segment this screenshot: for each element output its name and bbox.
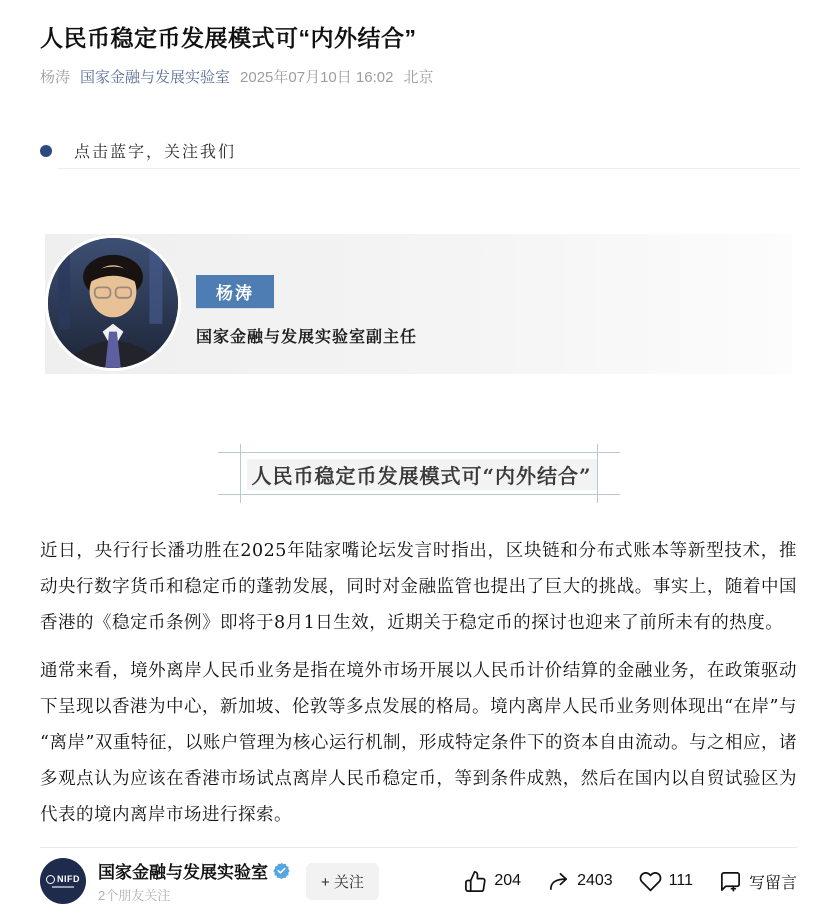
account-info — [98, 858, 290, 904]
follow-button[interactable]: + 关注 — [306, 863, 379, 900]
section-title: 人民币稳定币发展模式可“内外结合” — [251, 464, 592, 488]
account-name-link[interactable]: 国家金融与发展实验室 — [98, 863, 268, 882]
article-meta — [40, 66, 797, 87]
meta-datetime: 2025年07月10日 16:02 — [240, 69, 394, 86]
share-count: 2403 — [577, 872, 613, 889]
heart-count: 111 — [668, 872, 693, 889]
account-logo[interactable] — [40, 858, 86, 904]
meta-location: 北京 — [403, 69, 434, 86]
followers-note: 2个朋友关注 — [98, 888, 171, 903]
body-paragraph-2: 通常来看，境外离岸人民币业务是指在境外市场开展以人民币计价结算的金融业务，在政策驱动下呈现以香港为中心，新加坡、伦敦等多点发展的格局。境内离岸人民币业务则体现出“在岸”与“离岸”双重特征，以账户管理为核心运行机制，形成特定条件下的资本自由流动。与之相应，诸多观点认为应该在香港市场试点离岸人民币稳定币，等到条件成熟，然后在国内以自贸试验区为代表的境内离岸市场进行探索。 — [40, 661, 797, 825]
section-tick-right — [597, 444, 598, 503]
body-paragraph-1: 近日，央行行长潘功胜在2025年陆家嘴论坛发言时指出，区块链和分布式账本等新型技术，推动央行数字货币和稳定币的蓬勃发展，同时对金融监管也提出了巨大的挑战。事实上，随着中国香港的《稳定币条例》即将于8月1日生效，近期关于稳定币的探讨也迎来了前所未有的热度。 — [40, 541, 797, 633]
share-arrow-icon — [547, 870, 570, 893]
footer-actions — [464, 870, 797, 893]
bullet-dot-icon — [40, 145, 52, 157]
logo-ring-icon — [46, 875, 55, 884]
share-button[interactable] — [547, 870, 613, 893]
like-button[interactable] — [464, 870, 521, 893]
article-page — [0, 22, 837, 914]
comment-button[interactable] — [719, 870, 797, 893]
logo-text: NIFD — [57, 874, 80, 884]
section-tick-left — [240, 444, 241, 503]
heart-icon — [639, 870, 662, 893]
comment-bubble-icon — [719, 870, 742, 893]
follow-banner — [40, 139, 797, 162]
section-line-top — [218, 452, 620, 453]
author-avatar — [45, 235, 181, 371]
footer-account — [40, 858, 379, 904]
avatar-image-icon — [48, 238, 178, 368]
logo-subtext-bar — [52, 886, 74, 888]
banner-divider — [58, 168, 800, 169]
section-title-box — [247, 459, 597, 490]
meta-account-link[interactable]: 国家金融与发展实验室 — [80, 69, 231, 86]
author-card — [45, 234, 792, 374]
meta-author: 杨涛 — [40, 69, 71, 86]
follow-banner-text: 点击蓝字，关注我们 — [74, 142, 237, 161]
author-name-badge: 杨涛 — [196, 275, 274, 308]
footer-bar — [40, 848, 797, 914]
comment-label: 写留言 — [748, 874, 797, 892]
heart-button[interactable] — [639, 870, 693, 893]
section-line-bottom — [218, 494, 620, 495]
thumbs-up-icon — [464, 870, 487, 893]
like-count: 204 — [494, 872, 522, 889]
author-role: 国家金融与发展实验室副主任 — [196, 329, 418, 346]
verified-badge-icon — [273, 862, 290, 879]
page-title: 人民币稳定币发展模式可“内外结合” — [40, 25, 417, 51]
section-title-block — [226, 452, 612, 495]
